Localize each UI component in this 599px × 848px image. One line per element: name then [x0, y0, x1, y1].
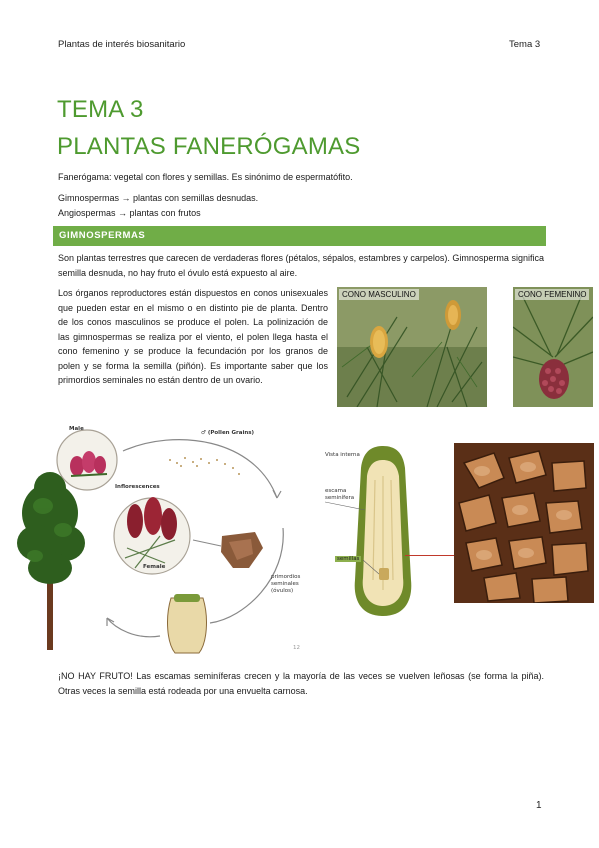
paragraph-intro: Son plantas terrestres que carecen de verdaderas flores (pétalos, sépalos, estambres y carpelos). Gimnosperma significa semilla desnuda, no hay fruto el óvulo está expuesto al aire.: [58, 253, 544, 278]
seed-scale-label: escama seminífera: [325, 488, 355, 501]
life-cycle-drawing: [15, 418, 308, 661]
running-header-right: Tema 3: [509, 39, 541, 50]
female-cone-image: [513, 287, 593, 407]
angiosperm-line: Angiospermas → plantas con frutos: [58, 208, 201, 218]
seeds-photo: [454, 443, 594, 603]
definition-line: Fanerógama: vegetal con flores y semillas. Es sinónimo de espermatófito.: [58, 172, 353, 182]
internal-view-label: Vista interna: [325, 452, 360, 458]
chapter-title: PLANTAS FANERÓGAMAS: [57, 133, 361, 160]
small-cone-section: [168, 598, 207, 653]
male-cone-label: CONO MASCULINO: [339, 289, 419, 300]
running-header-left: Plantas de interés biosanitario: [58, 39, 186, 50]
pollen-label: ♂ (Pollen Grains): [201, 430, 255, 436]
chapter-number: TEMA 3: [57, 96, 144, 123]
female-cone-photo: [513, 287, 593, 407]
diagram-page-number: 12: [293, 645, 300, 651]
cone-section-diagram: [325, 440, 443, 620]
cone-section-drawing: [325, 440, 443, 620]
seeds-image: [454, 443, 594, 603]
section-heading-bar: [53, 226, 546, 246]
male-cone-photo: [337, 287, 487, 407]
female-cone-label: CONO FEMENINO: [515, 289, 589, 300]
male-label: Male: [69, 426, 84, 432]
male-cone-image: [337, 287, 487, 407]
paragraph-no-fruit: ¡NO HAY FRUTO! Las escamas seminíferas crecen y la mayoría de las veces se vuelven leñosas (se forma la piña). Otras veces la semilla está rodeada por una envuelta carnosa.: [58, 671, 544, 696]
section-heading: GIMNOSPERMAS: [59, 230, 146, 241]
gymnosperm-line: Gimnospermas → plantas con semillas desnudas.: [58, 193, 259, 203]
paragraph-reproduction: Los órganos reproductores están dispuestos en conos unisexuales que pueden estar en el mismo o en distinto pie de planta. Dentro de los conos masculinos se produce el polen. La polinización de las gimnospermas se realiza por el viento, el polen llega hasta el cono femenino y se produce la fecundación por los granos de polen y se forma la semilla (piñón). Es importante saber que los primordios seminales no están dentro de un ovario.: [58, 288, 328, 385]
pointer-line: [405, 555, 455, 556]
seeds-label: semillas: [337, 556, 360, 562]
page-number: 1: [536, 800, 542, 811]
inflorescences-label: Inflorescences: [115, 484, 160, 490]
primordios-label: primordios seminales (óvulos): [271, 574, 301, 594]
life-cycle-diagram: [15, 418, 308, 661]
female-label: Female: [143, 564, 166, 570]
